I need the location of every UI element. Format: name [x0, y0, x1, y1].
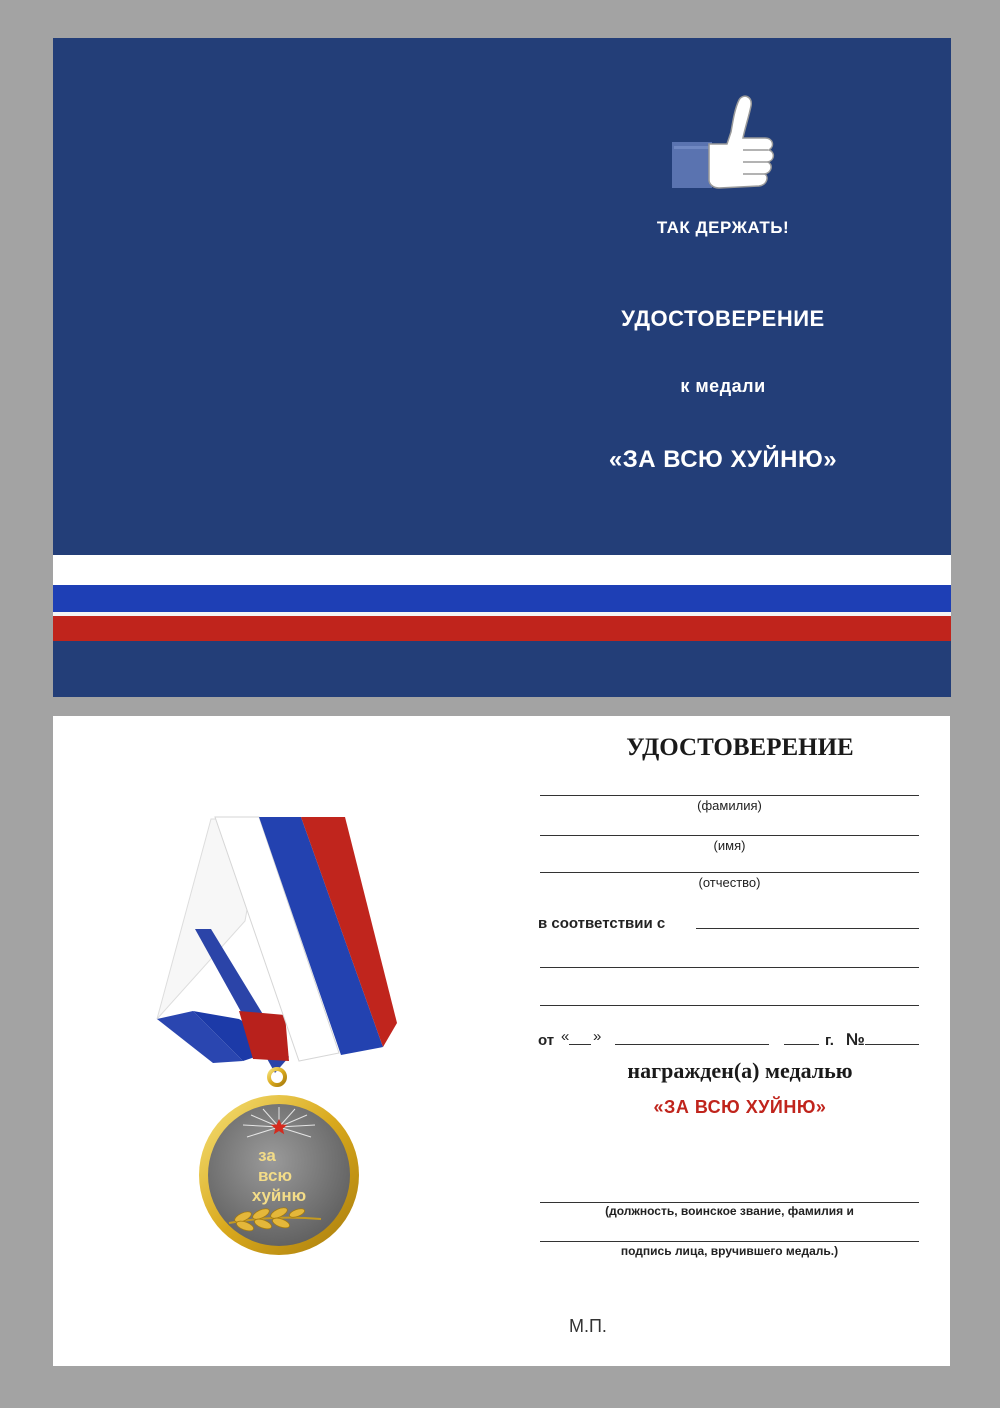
date-close-quote: » [593, 1028, 602, 1045]
medal-image [153, 811, 403, 1271]
date-open-quote: « [561, 1028, 570, 1045]
surname-caption: (фамилия) [697, 798, 762, 813]
number-sign: № [846, 1030, 865, 1049]
certificate-cover [53, 38, 951, 697]
date-day-line[interactable] [569, 1044, 591, 1045]
signature-line[interactable] [540, 1241, 919, 1242]
awarded-text: награжден(а) медалью [627, 1058, 853, 1083]
surname-line[interactable] [540, 795, 919, 796]
date-year-suffix: г. [825, 1032, 834, 1049]
according-continuation-line-2[interactable] [540, 1005, 919, 1006]
medal-inscription-line-3: хуйню [251, 1186, 307, 1205]
name-line[interactable] [540, 835, 919, 836]
according-line[interactable] [696, 928, 919, 929]
position-line[interactable] [540, 1202, 919, 1203]
inner-title: УДОСТОВЕРЕНИЕ [626, 734, 854, 761]
medal-inscription-line-1: за [258, 1146, 276, 1165]
date-year-line[interactable] [784, 1044, 819, 1045]
signature-caption: подпись лица, вручившего медаль.) [620, 1244, 839, 1258]
certificate-inner-page [53, 716, 950, 1366]
position-caption: (должность, воинское звание, фамилия и [605, 1204, 854, 1218]
flag-stripe-red [53, 616, 951, 641]
flag-stripe-white [53, 555, 951, 585]
medal-inscription-line-2: всю [258, 1166, 292, 1185]
medal-ring [269, 1069, 285, 1085]
medal-body [199, 1095, 359, 1255]
thumbs-up-icon [669, 94, 779, 206]
cover-medal-name: «ЗА ВСЮ ХУЙНЮ» [608, 446, 838, 473]
name-caption: (имя) [713, 838, 746, 853]
patronymic-caption: (отчество) [698, 875, 761, 890]
flag-stripe-blue [53, 585, 951, 612]
patronymic-line[interactable] [540, 872, 919, 873]
according-continuation-line-1[interactable] [540, 967, 919, 968]
date-prefix: от [538, 1032, 555, 1049]
date-month-line[interactable] [615, 1044, 769, 1045]
cover-title: УДОСТОВЕРЕНИЕ [621, 306, 825, 331]
cover-slogan: ТАК ДЕРЖАТЬ! [656, 218, 790, 237]
stamp-placeholder: М.П. [569, 1316, 607, 1336]
inner-medal-name: «ЗА ВСЮ ХУЙНЮ» [653, 1097, 827, 1117]
number-line[interactable] [865, 1044, 919, 1045]
medal-ribbon [157, 817, 397, 1073]
according-label: в соответствии с [538, 915, 666, 932]
cover-subtitle: к медали [680, 376, 766, 396]
